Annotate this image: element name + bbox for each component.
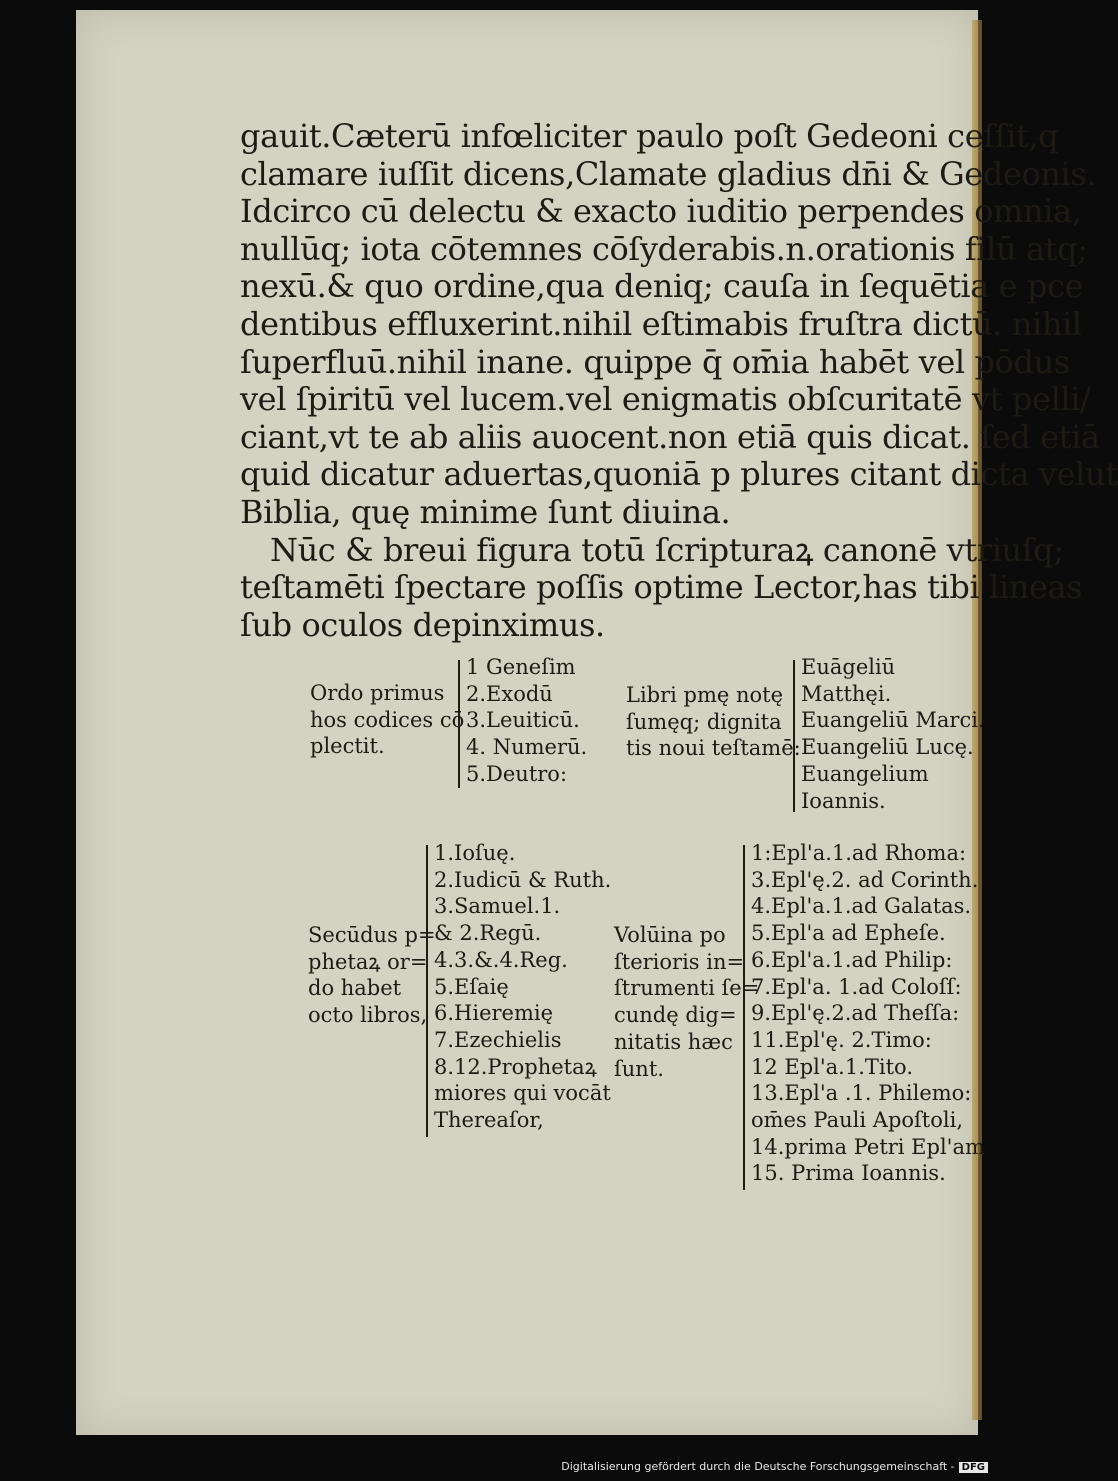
list-item: 1.Ioſuę. <box>434 841 516 865</box>
list-item: Thereaſor, <box>434 1108 544 1133</box>
list-item: 3.Samuel.1. <box>434 894 561 919</box>
table-label-line: Ordo primus <box>310 681 445 705</box>
prose-line: nullūq; iota cōtemnes cōſyderabis.n.orationis filū atq; <box>240 229 1088 268</box>
list-item: 2.Iudicū & Ruth. <box>434 867 612 892</box>
prose-line: ſub oculos depinximus. <box>240 605 605 644</box>
table-ordo-primus-items <box>466 654 587 788</box>
prose-line: nexū.& quo ordine,qua deniq; cauſa in ſequētia e pce <box>240 267 1084 306</box>
list-item: 5.Epl'a ad Epheſe. <box>751 921 946 946</box>
table-label-line: do habet <box>308 976 402 1001</box>
prose-line: Idcirco cū delectu & exacto iuditio perpendes omnia, <box>240 192 1082 231</box>
table-label-line: cundę dig= <box>614 1003 737 1028</box>
list-item: 5.Eſaię <box>434 974 509 999</box>
table-label-line: ſumęq; dignita <box>626 709 782 734</box>
list-item: 7.Ezechielis <box>434 1027 562 1052</box>
list-item: 5.Deutro: <box>466 761 568 786</box>
brace <box>426 845 428 1137</box>
list-item: Euangeliū Marci. <box>801 708 985 733</box>
prose-line: dentibus effluxerint.nihil eſtimabis fruſtra dictū. nihil <box>240 304 1082 343</box>
brace <box>793 660 795 812</box>
table-label-line: phetaꝝ or= <box>308 949 428 974</box>
list-item: 8.12.Prophetaꝝ <box>434 1054 597 1079</box>
digitization-footer <box>561 1460 988 1473</box>
table-label-line: ſterioris in= <box>614 949 745 974</box>
table-volumina-items <box>751 840 985 1187</box>
table-label-line: tis noui teſtamē: <box>626 736 801 761</box>
table-label-line: Secūdus p= <box>308 923 436 947</box>
list-item: Ioannis. <box>801 788 886 813</box>
table-label-line: plectit. <box>310 734 385 759</box>
table-libri-label <box>626 682 801 762</box>
prose-line: gauit.Cæterū infœliciter paulo poſt Gedeoni ceſſit,q <box>240 117 1059 155</box>
list-item: 2.Exodū <box>466 681 553 706</box>
list-item: Euangeliū Lucę. <box>801 735 974 760</box>
table-label-line: ſunt. <box>614 1056 664 1081</box>
table-label-line: Libri pmę notę <box>626 683 784 707</box>
brace <box>743 845 745 1190</box>
list-item: 12 Epl'a.1.Tito. <box>751 1054 914 1079</box>
list-item: 14.prima Petri Epl'am <box>751 1134 985 1159</box>
table-label-line: Volūina po <box>614 923 726 947</box>
table-label-line: nitatis hæc <box>614 1029 733 1054</box>
table-label-line: hos codices cō <box>310 707 465 732</box>
list-item: 15. Prima Ioannis. <box>751 1161 946 1186</box>
list-item: 4.Epl'a.1.ad Galatas. <box>751 894 972 919</box>
table-secundus-label <box>308 922 436 1029</box>
table-ordo-primus-label <box>310 680 464 760</box>
prose-line: clamare iuſſit dicens,Clamate gladius dn̄i & Gedeonis. <box>240 154 1097 193</box>
list-item: 1:Epl'a.1.ad Rhoma: <box>751 841 967 865</box>
list-item: 6.Hieremię <box>434 1001 554 1026</box>
list-item: 6.Epl'a.1.ad Philip: <box>751 947 953 972</box>
table-label-line: octo libros, <box>308 1003 428 1028</box>
list-item: Euangelium <box>801 761 929 786</box>
list-item: 4. Numerū. <box>466 735 588 760</box>
prose-line: teſtamēti ſpectare poſſis optime Lector,has tibi lineas <box>240 568 1083 607</box>
list-item: om̄es Pauli Apoſtoli, <box>751 1108 963 1133</box>
table-volumina-label <box>614 922 759 1082</box>
list-item: & 2.Regū. <box>434 921 542 946</box>
list-item: 3.Epl'ę.2. ad Corinth. <box>751 867 979 892</box>
list-item: 1 Geneſim <box>466 655 576 679</box>
list-item: 13.Epl'a .1. Philemo: <box>751 1081 972 1106</box>
table-label-line: ſtrumenti ſe= <box>614 976 760 1001</box>
list-item: Matthęi. <box>801 681 892 706</box>
table-libri-items <box>801 654 985 814</box>
list-item: miores qui vocāt <box>434 1081 611 1106</box>
prose-line: Nūc & breui figura totū ſcripturaꝝ canonē vtriuſq; <box>270 530 1064 569</box>
prose-line: Biblia, quę minime ſunt diuina. <box>240 492 731 531</box>
table-secundus-items <box>434 840 611 1134</box>
list-item: 7.Epl'a. 1.ad Coloſſ: <box>751 974 962 999</box>
list-item: 9.Epl'ę.2.ad Theſſa: <box>751 1001 960 1026</box>
prose-line: ſuperfluū.nihil inane. quippe q̄ om̄ia habēt vel pōdus <box>240 342 1070 381</box>
list-item: 3.Leuiticū. <box>466 708 580 733</box>
list-item: 11.Epl'ę. 2.Timo: <box>751 1027 932 1052</box>
footer-text: Digitalisierung gefördert durch die Deutsche Forschungsgemeinschaft - <box>561 1460 955 1473</box>
brace <box>458 660 460 788</box>
prose-line: ciant,vt te ab aliis auocent.non etiā quis dicat. ſed etiā <box>240 417 1100 456</box>
list-item: Euāgeliū <box>801 655 896 679</box>
prose-block <box>240 117 1118 644</box>
prose-line: quid dicatur aduertas,quoniā p plures citant dicta velut <box>240 455 1118 494</box>
list-item: 4.3.&.4.Reg. <box>434 947 568 972</box>
dfg-logo: DFG <box>959 1462 988 1473</box>
prose-line: vel ſpiritū vel lucem.vel enigmatis obſcuritatē vt pelli/ <box>240 380 1091 419</box>
